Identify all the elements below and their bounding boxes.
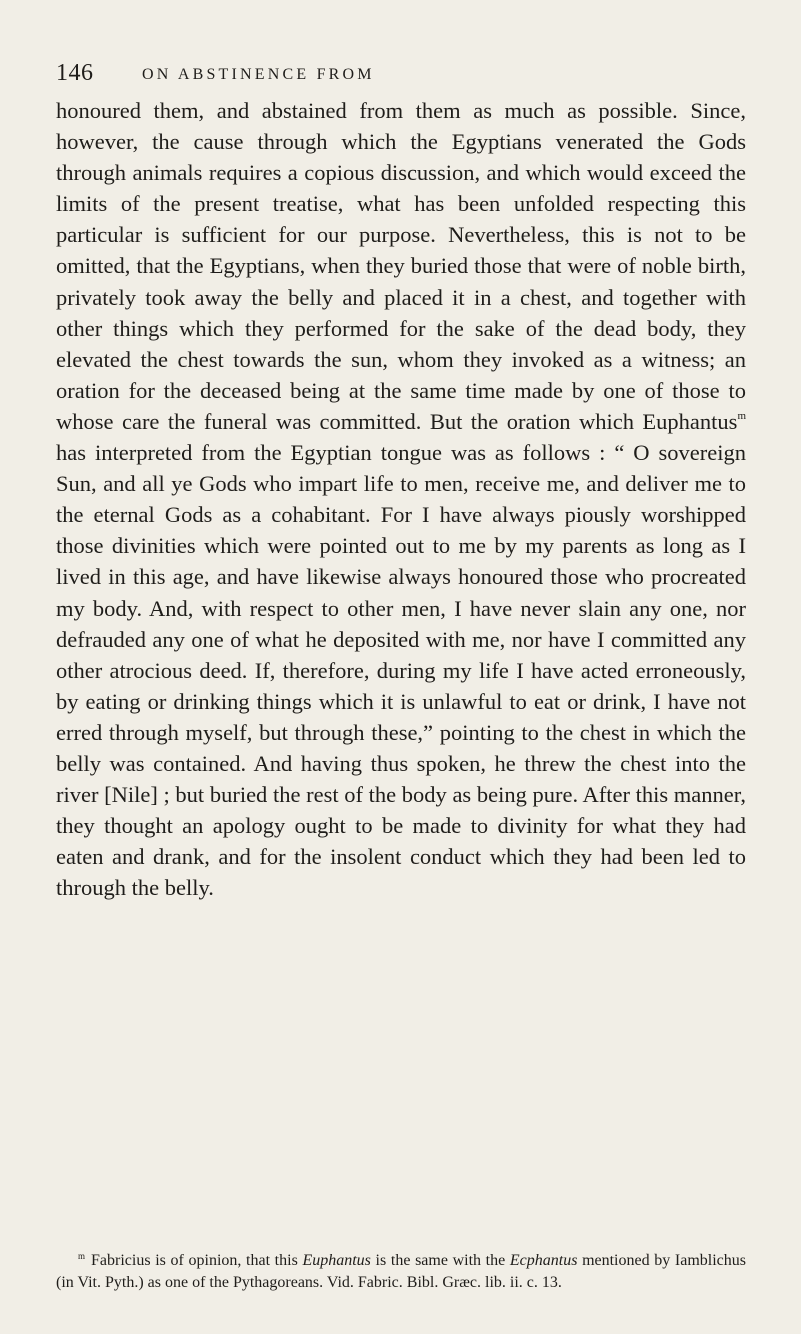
main-text-part-1: honoured them, and abstained from them as much as possible. Since, however, the cause through which the Egyptians venerated the Gods through animals requires a copious discussion, and which would exceed the limits of the present treatise, what has been unfolded respecting this particular is sufficient for our purpose. Nevertheless, this is not to be omitted, that the Egyptians, when they buried those that were of noble birth, privately took away the belly and placed it in a chest, and together with other things which they performed for the sake of the dead body, they elevated the chest towards the sun, whom they invoked as a witness; an oration for the deceased being at the same time made by one of those to whose care the funeral was committed. But the oration which Euphantus <box>56 98 746 434</box>
main-text-part-2: has interpreted from the Egyptian tongue was as follows : “ O sovereign Sun, and all ye Gods who impart life to men, receive me, and deliver me to the eternal Gods as a cohabitant. For I have always piously worshipped those divinities which were pointed out to me by my parents as long as I lived in this age, and have likewise always honoured those who procreated my body. And, with respect to other men, I have never slain any one, nor defrauded any one of what he deposited with me, nor have I committed any other atrocious deed. If, therefore, during my life I have acted erroneously, by eating or drinking things which it is unlawful to eat or drink, I have not erred through myself, but through these,” pointing to the chest in which the belly was contained. And having thus spoken, he threw the chest into the river [Nile] ; but buried the rest of the body as being pure. After this manner, they thought an apology ought to be made to divinity for what they had eaten and drank, and for the insolent conduct which they had been led to through the belly. <box>56 440 746 901</box>
footnote-text-a: Fabricius is of opinion, that this <box>91 1252 303 1269</box>
footnote-text-b: is the same with the <box>370 1252 510 1269</box>
main-text <box>56 95 746 903</box>
page-header <box>56 58 746 90</box>
page-number: 146 <box>56 60 94 86</box>
footnote-name-euphantus: Euphantus <box>302 1252 371 1269</box>
running-head: ON ABSTINENCE FROM <box>142 66 375 83</box>
footnote-mark: m <box>78 1251 86 1261</box>
footnote-text-c: mentioned by Iamblichus (in Vit. Pyth.) as one of the Pythagoreans. Vid. Fabric. Bibl. Græc. lib. ii. c. 13. <box>56 1252 746 1291</box>
footnote-name-ecphantus: Ecphantus <box>509 1252 578 1269</box>
footnote <box>56 1250 746 1293</box>
footnote-reference: m <box>737 409 746 422</box>
